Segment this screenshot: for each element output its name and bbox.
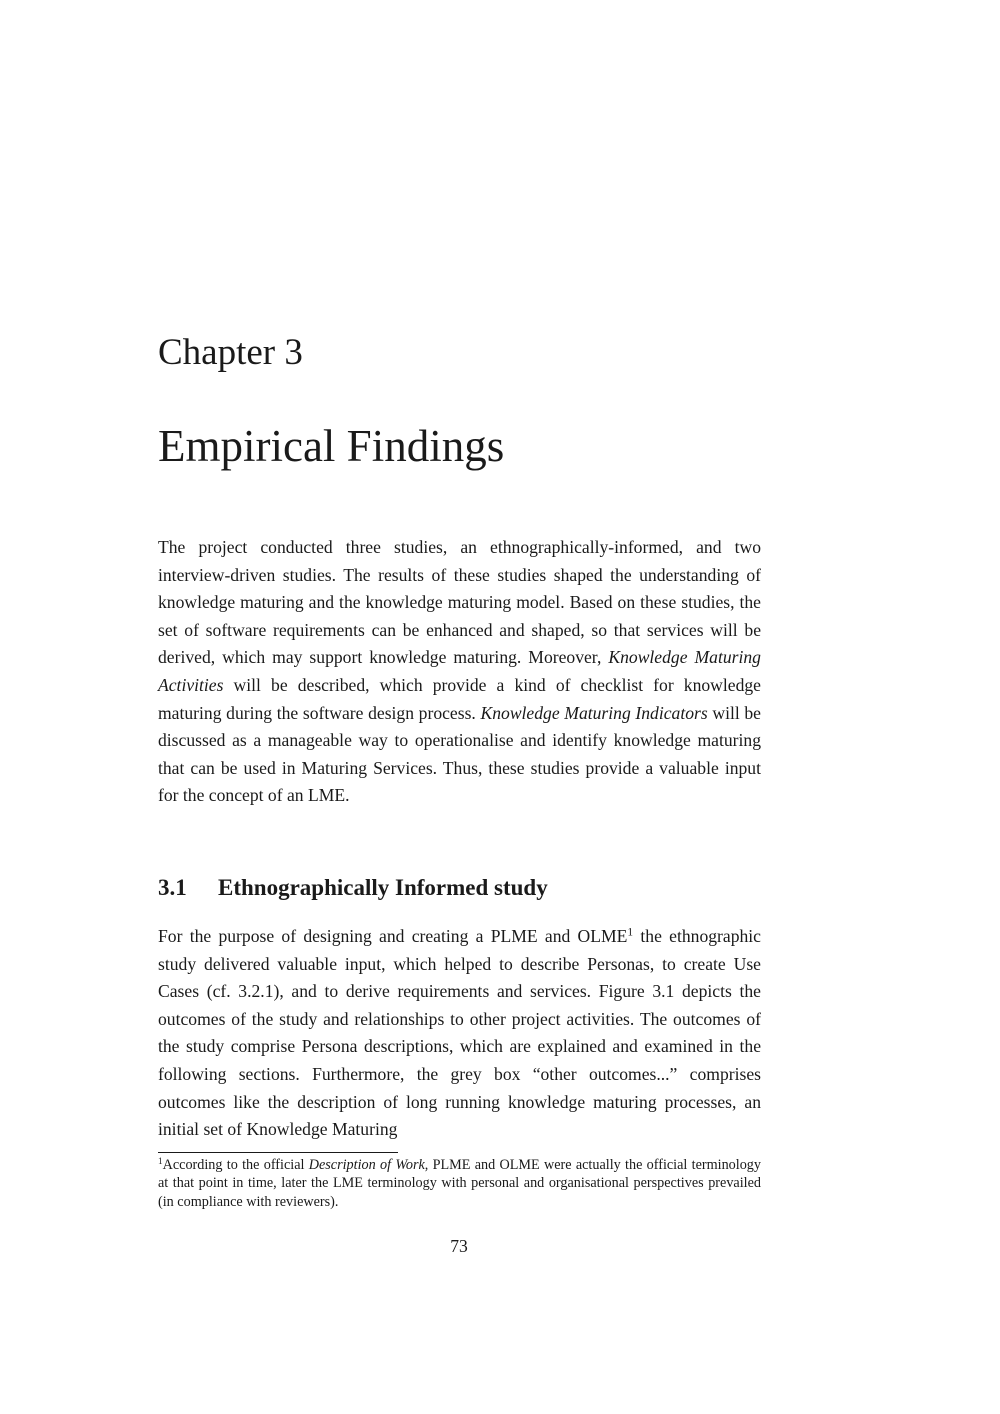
section-heading: [158, 872, 548, 904]
section-number: 3.1: [158, 875, 187, 900]
intro-text-2: will be described, which provide a kind of checklist for knowledge maturing during the software design process.: [158, 674, 761, 723]
intro-text-3: will be discussed as a manageable way to operationalise and identify knowledge maturing that can be used in Maturing Services. Thus, these studies provide a valuable input for the concept of an LME.: [158, 702, 761, 806]
footnote-text-2: , PLME and OLME were actually the official terminology at that point in time, later the LME terminology with personal and organisational perspectives prevailed (in compliance with reviewers).: [158, 1157, 761, 1210]
section-text-2: the ethnographic study delivered valuable input, which helped to describe Personas, to create Use Cases (cf. 3.2.1), and to derive requirements and services. Figure 3.1 depicts the outcomes of the study and relationships to other project activities. The outcomes of the study comprise Persona descriptions, which are explained and examined in the following sections. Furthermore, the grey box “other outcomes...” comprises outcomes like the description of long running knowledge maturing processes, an initial set of Knowledge Maturing: [158, 926, 761, 1140]
footnote-mark: 1: [158, 1155, 163, 1166]
section-title: Ethnographically Informed study: [218, 875, 548, 900]
footnote-text-1: According to the official: [162, 1157, 309, 1173]
intro-emphasis-activities: Knowledge Maturing Activities: [158, 647, 761, 695]
chapter-title: Empirical Findings: [158, 421, 505, 471]
intro-text-1: The project conducted three studies, an ethnographically-informed, and two interview-driven studies. The results of these studies shaped the understanding of knowledge maturing and the knowledge maturing model. Based on these studies, the set of software requirements can be enhanced and shaped, so that services will be derived, which may support knowledge maturing. Moreover,: [158, 537, 761, 668]
footnote: [158, 1156, 761, 1211]
footnote-divider: [158, 1152, 398, 1153]
footnote-reference[interactable]: 1: [627, 926, 634, 939]
section-paragraph: [158, 923, 761, 1144]
chapter-label: Chapter 3: [158, 332, 303, 373]
footnote-emphasis: Description of Work: [308, 1157, 425, 1173]
intro-emphasis-indicators: Knowledge Maturing Indicators: [480, 702, 708, 723]
page-number: 73: [450, 1236, 468, 1256]
intro-paragraph: [158, 534, 761, 810]
section-text-1: For the purpose of designing and creating a PLME and OLME: [158, 926, 628, 946]
